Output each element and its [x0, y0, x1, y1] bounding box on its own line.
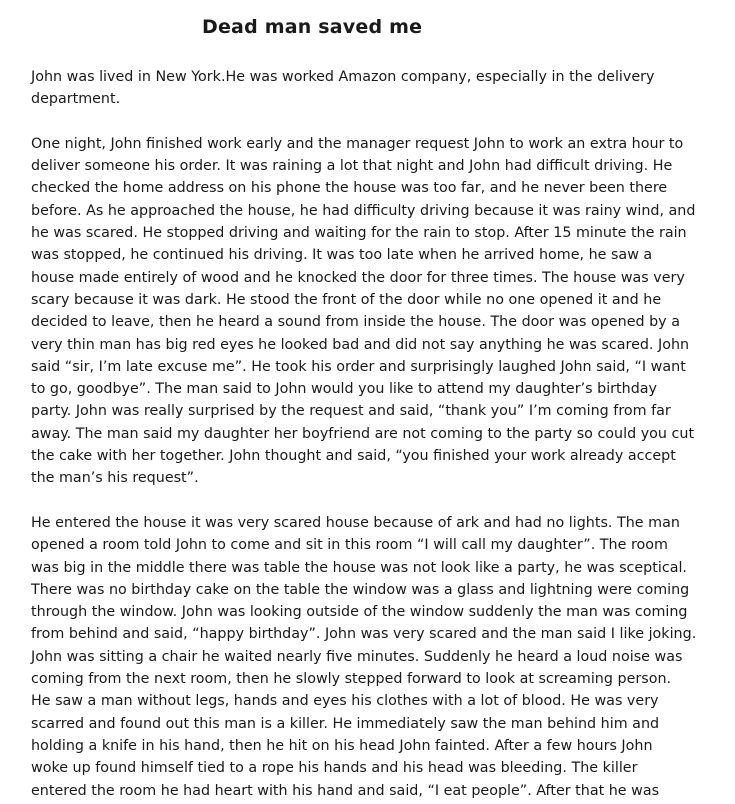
text-line: party. John was really surprised by the request and said, “thank you” I’m coming from far — [31, 403, 671, 420]
text-line: deliver someone his order. It was raining a lot that night and John had difficult driving. He — [31, 158, 673, 175]
paragraph — [31, 66, 721, 111]
text-line: checked the home address on his phone the house was too far, and he never been there — [31, 180, 668, 197]
text-line: was stopped, he continued his driving. It was too late when he arrived home, he saw a — [31, 247, 653, 264]
text-line: the cake with her together. John thought and said, “you finished your work already accept — [31, 448, 676, 465]
text-line: John was lived in New York.He was worked Amazon company, especially in the delivery — [31, 69, 655, 85]
text-line: very thin man has big red eyes he looked bad and did not say anything he was scared. John — [31, 336, 690, 353]
text-line: was big in the middle there was table the house was not look like a party, he was sceptical. — [31, 559, 687, 576]
text-line: through the window. John was looking outside of the window suddenly the man was coming — [31, 604, 688, 621]
text-line: coming from the next room, then he slowly stepped forward to look at screaming person. — [31, 671, 672, 688]
text-line: opened a room told John to come and sit in this room “I will call my daughter”. The room — [31, 537, 668, 554]
document-body — [31, 66, 721, 804]
document-title: Dead man saved me — [202, 16, 423, 38]
text-line: said “sir, I’m late excuse me”. He took his order and surprisingly laughed John said, “I want — [31, 358, 686, 375]
text-line: entered the room he had heart with his hand and said, “I eat people”. After that he was — [31, 782, 660, 799]
text-line: he was scared. He stopped driving and waiting for the rain to stop. After 15 minute the rain — [31, 225, 687, 242]
text-line: scarred and found out this man is a killer. He immediately saw the man behind him and — [31, 715, 660, 732]
paragraph — [31, 512, 721, 802]
text-line: the man’s his request”. — [31, 470, 199, 487]
text-line: woke up found himself tied to a rope his hands and his head was bleeding. The killer — [31, 760, 638, 777]
text-line: from behind and said, “happy birthday”. John was very scared and the man said I like joking. — [31, 626, 697, 643]
text-line: holding a knife in his hand, then he hit on his head John fainted. After a few hours John — [31, 737, 653, 754]
text-line: He saw a man without legs, hands and eyes his clothes with a lot of blood. He was very — [31, 693, 659, 710]
text-line: before. As he approached the house, he had difficulty driving because it was rainy wind, and — [31, 202, 696, 219]
paragraph — [31, 133, 721, 490]
text-line: There was no birthday cake on the table the window was a glass and lightning were coming — [31, 581, 690, 598]
text-line: to go, goodbye”. The man said to John would you like to attend my daughter’s birthday — [31, 381, 658, 398]
text-line: He entered the house it was very scared house because of ark and had no lights. The man — [31, 514, 680, 531]
text-line: decided to leave, then he heard a sound from inside the house. The door was opened by a — [31, 314, 680, 331]
text-line: department. — [31, 91, 121, 108]
text-line: house made entirely of wood and he knocked the door for three times. The house was very — [31, 269, 685, 286]
text-line: scary because it was dark. He stood the front of the door while no one opened it and he — [31, 291, 662, 308]
text-line: away. The man said my daughter her boyfriend are not coming to the party so could you cut — [31, 425, 695, 442]
text-line: One night, John finished work early and the manager request John to work an extra hour to — [31, 135, 684, 152]
text-line: John was sitting a chair he waited nearly five minutes. Suddenly he heard a loud noise was — [31, 648, 683, 665]
